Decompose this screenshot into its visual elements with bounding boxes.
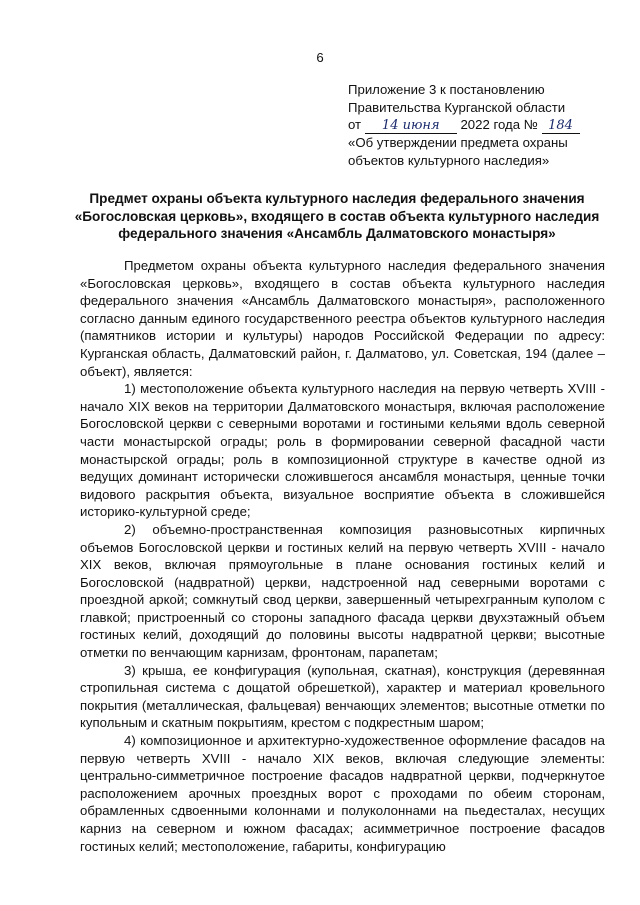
appendix-date-line [348,116,618,134]
paragraph-item-2: 2) объемно-пространственная композиция разновысотных кирпичных объемов Богословской церкви и гостиных келий на первую четверть XVIII - начало XIX веков, включая прямоугольные в плане основания гостиных келий и Богословской (надвратной) церкви, надстроенной над северными воротами с проездной аркой; сомкнутый свод церкви, завершенный четырехгранным куполом с главкой; пристроенный со стороны западного фасада церкви двухэтажный объем гостиных келий, доходящий до половины высоты надвратной церкви; высотные отметки по венчающим карнизам, фронтонам, парапетам; [80,521,605,661]
paragraph-item-4: 4) композиционное и архитектурно-художественное оформление фасадов на первую четверть XVIII - начало XIX веков, включая следующие элементы: центрально-симметричное построение фасадов надвратной церкви, подчеркнутое расположением арочных проездных ворот с проходами по обеим сторонам, обрамленных сдвоенными колоннами и полуколоннами на пьедесталах, несущих карниз на северном и южном фасадах; асимметричное построение фасадов гостиных келий; местоположение, габариты, конфигурацию [80,733,605,854]
appendix-line-1: Приложение 3 к постановлению [348,82,545,97]
appendix-line-2: Правительства Курганской области [348,99,566,115]
appendix-line-4: «Об утверждении предмета охраны [348,135,568,151]
paragraph-item-1: 1) местоположение объекта культурного наследия на первую четверть XVIII - начало XIX веков на территории Далматовского монастыря, включая расположение Богословской церкви с северными воротами и гостиными кельями вдоль северной части монастырской ограды; роль в формировании северной фасадной части монастырской ограды; роль в композиционной структуре в качестве одной из ведущих доминант исторически сложившегося ансамбля монастыря, ценные точки видового раскрытия объекта, визуальное восприятие объекта в сложившейся историко-культурной среде; [80,381,605,520]
appendix-line-5: объектов культурного наследия» [348,152,550,168]
handwritten-number: 184 [542,118,580,134]
paragraph-item-3: 3) крыша, ее конфигурация (купольная, скатная), конструкция (деревянная стропильная система с дощатой обрешеткой), характер и материал кровельного покрытия (металлическая, фальцевая) венчающих элементов; высотные отметки по купольным и скатным покрытиям, крестом с подкрестным шаром; [80,662,605,731]
document-title: Предмет охраны объекта культурного наследия федерального значения «Богословская церковь», входящего в состав объекта культурного наследия федерального значения «Ансамбль Далматовского монастыря» [74,191,600,242]
handwritten-date: 14 июня [365,118,457,134]
appendix-year-text: 2022 года № [460,117,538,133]
appendix-from-label: от [348,117,362,133]
page-number: 6 [316,50,324,65]
document-body [80,257,605,855]
appendix-header [348,81,618,169]
paragraph-intro: Предметом охраны объекта культурного наследия федерального значения «Богословская церковь», входящего в состав объекта культурного наследия федерального значения «Ансамбль Далматовского монастыря», расположенного согласно данным единого государственного реестра объектов культурного наследия (памятников истории и культуры) народов Российской Федерации по адресу: Курганская область, Далматовский район, г. Далматово, ул. Советская, 194 (далее – объект), является: [80,258,605,379]
